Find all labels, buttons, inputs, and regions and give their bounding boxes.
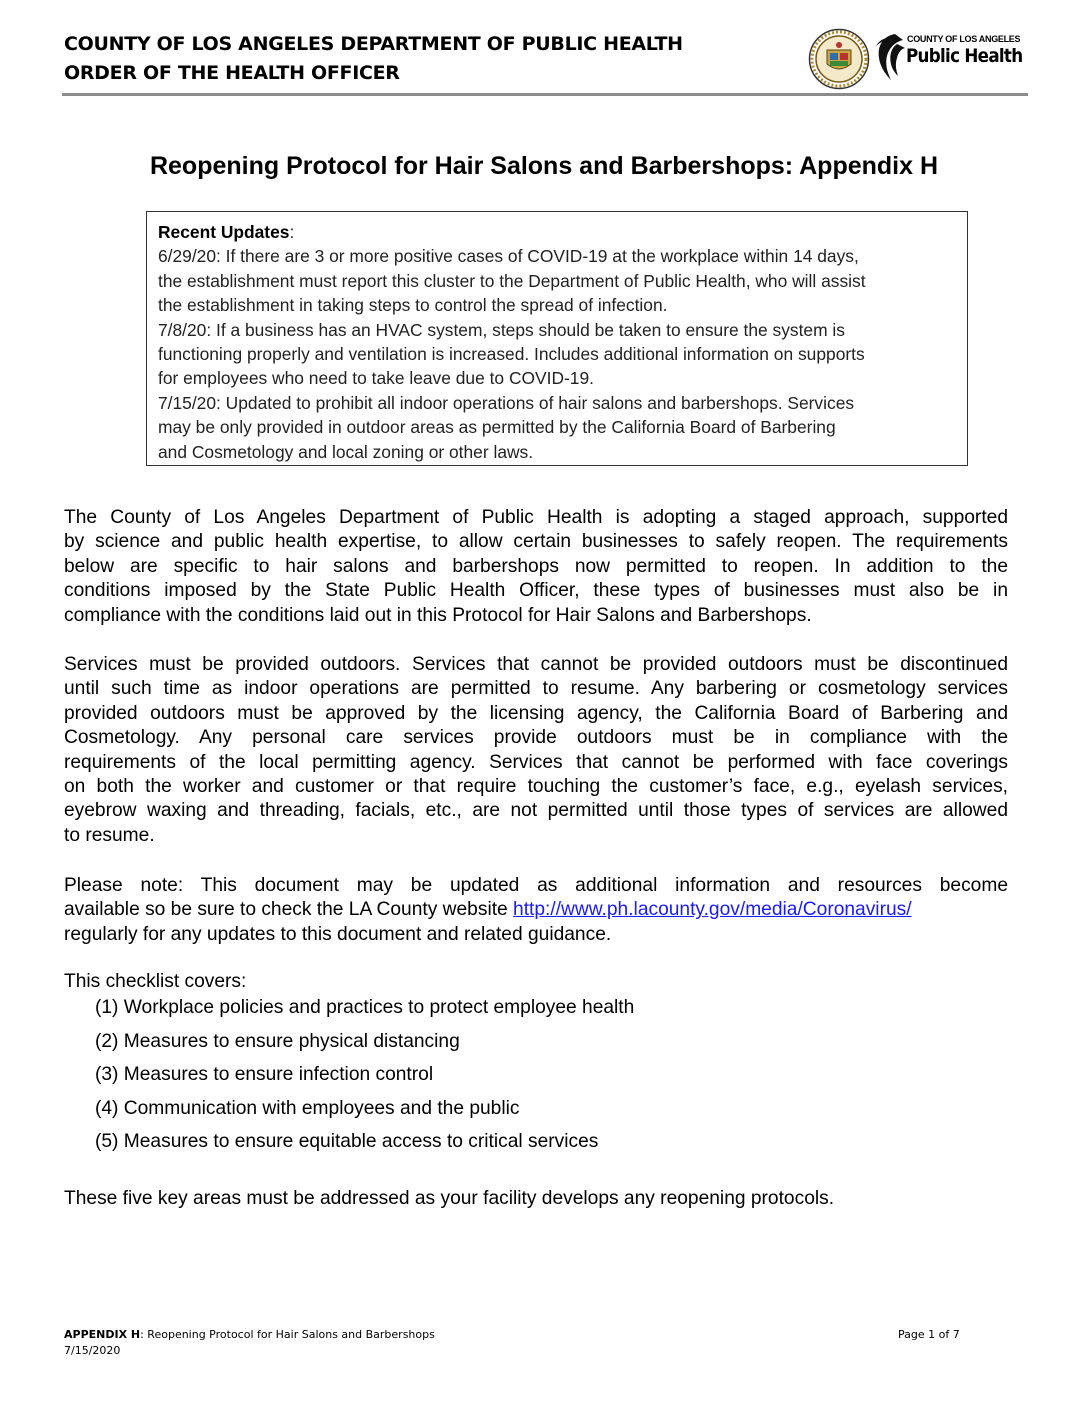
update-line: the establishment must report this cluster to the Department of Public Health, who will assist bbox=[158, 270, 866, 291]
intro-paragraph bbox=[64, 506, 1008, 628]
recent-updates-box bbox=[146, 211, 968, 466]
closing-statement: These five key areas must be addressed as your facility develops any reopening protocols. bbox=[64, 1188, 835, 1209]
footer-label bbox=[64, 1327, 435, 1343]
services-line: eyebrow waxing and threading, facials, etc., are not permitted until those types of services are allowed bbox=[64, 800, 1008, 822]
update-line: and Cosmetology and local zoning or other laws. bbox=[158, 441, 534, 462]
recent-updates-heading bbox=[158, 220, 957, 244]
footer-date: 7/15/2020 bbox=[64, 1344, 121, 1357]
services-line: to resume. bbox=[64, 824, 155, 846]
services-line: requirements of the local permitting agency. Services that cannot be performed with face coverings bbox=[64, 751, 1008, 773]
checklist-item: (3) Measures to ensure infection control bbox=[95, 1064, 434, 1086]
update-line: 7/8/20: If a business has an HVAC system, steps should be taken to ensure the system is bbox=[158, 319, 845, 340]
services-paragraph bbox=[64, 653, 1008, 848]
coronavirus-website-link[interactable]: http://www.ph.lacounty.gov/media/Coronavirus/ bbox=[513, 899, 912, 921]
page-footer bbox=[64, 1327, 435, 1359]
update-line: may be only provided in outdoor areas as permitted by the California Board of Barbering bbox=[158, 417, 836, 438]
services-line: provided outdoors must be approved by the licensing agency, the California Board of Barbering and bbox=[64, 702, 1008, 724]
county-seal-icon bbox=[808, 28, 870, 90]
checklist-heading: This checklist covers: bbox=[64, 971, 247, 992]
services-line: on both the worker and customer or that require touching the customer’s face, e.g., eyelash services, bbox=[64, 776, 1008, 798]
checklist-item: (5) Measures to ensure equitable access to critical services bbox=[95, 1131, 599, 1153]
services-line: until such time as indoor operations are permitted to resume. Any barbering or cosmetology services bbox=[64, 678, 1008, 700]
note-line: Please note: This document may be updated as additional information and resources become bbox=[64, 875, 1008, 896]
update-line: functioning properly and ventilation is increased. Includes additional information on supports bbox=[158, 344, 865, 365]
footer-title: : Reopening Protocol for Hair Salons and Barbershops bbox=[140, 1328, 435, 1341]
services-line: Cosmetology. Any personal care services provide outdoors must be in compliance with the bbox=[64, 727, 1008, 749]
update-line: the establishment in taking steps to control the spread of infection. bbox=[158, 295, 668, 316]
update-line: 6/29/20: If there are 3 or more positive cases of COVID-19 at the workplace within 14 days, bbox=[158, 246, 859, 267]
checklist-item: (1) Workplace policies and practices to protect employee health bbox=[95, 997, 635, 1018]
update-line: 7/15/20: Updated to prohibit all indoor operations of hair salons and barbershops. Services bbox=[158, 392, 855, 413]
recent-updates-colon: : bbox=[289, 222, 295, 242]
header-divider bbox=[62, 93, 1028, 96]
update-line: for employees who need to take leave due to COVID-19. bbox=[158, 368, 594, 389]
note-link-prefix: available so be sure to check the LA County website bbox=[64, 899, 514, 921]
intro-line: by science and public health expertise, to allow certain businesses to safely reopen. The requirements bbox=[64, 531, 1008, 553]
intro-line: The County of Los Angeles Department of Public Health is adopting a staged approach, supported bbox=[64, 507, 1008, 528]
note-line: regularly for any updates to this document and related guidance. bbox=[64, 923, 612, 945]
public-health-logo bbox=[873, 30, 1028, 82]
page-title: Reopening Protocol for Hair Salons and Barbershops: Appendix H bbox=[149, 152, 939, 180]
logo-public-health-text: Public Health bbox=[906, 45, 1023, 67]
page-number: Page 1 of 7 bbox=[898, 1328, 960, 1341]
checklist-item: (2) Measures to ensure physical distancing bbox=[95, 1030, 460, 1052]
recent-updates-label: Recent Updates bbox=[158, 222, 290, 242]
intro-line: conditions imposed by the State Public Health Officer, these types of businesses must also be in bbox=[64, 580, 1008, 602]
footer-appendix: APPENDIX H bbox=[64, 1328, 141, 1341]
header-department: COUNTY OF LOS ANGELES DEPARTMENT OF PUBLIC HEALTH bbox=[64, 33, 683, 55]
checklist-item: (4) Communication with employees and the public bbox=[95, 1097, 520, 1119]
checklist bbox=[95, 996, 634, 1164]
public-health-mark-icon bbox=[873, 30, 907, 82]
logo-county-text: COUNTY OF LOS ANGELES bbox=[907, 34, 1021, 44]
note-line-with-link bbox=[64, 898, 1008, 922]
note-paragraph bbox=[64, 874, 1008, 947]
intro-line: below are specific to hair salons and barbershops now permitted to reopen. In addition to the bbox=[64, 555, 1008, 577]
document-header bbox=[64, 30, 683, 88]
header-order: ORDER OF THE HEALTH OFFICER bbox=[64, 62, 400, 84]
intro-line: compliance with the conditions laid out in this Protocol for Hair Salons and Barbershops. bbox=[64, 604, 812, 626]
services-line: Services must be provided outdoors. Services that cannot be provided outdoors must be discontinued bbox=[64, 654, 1008, 675]
